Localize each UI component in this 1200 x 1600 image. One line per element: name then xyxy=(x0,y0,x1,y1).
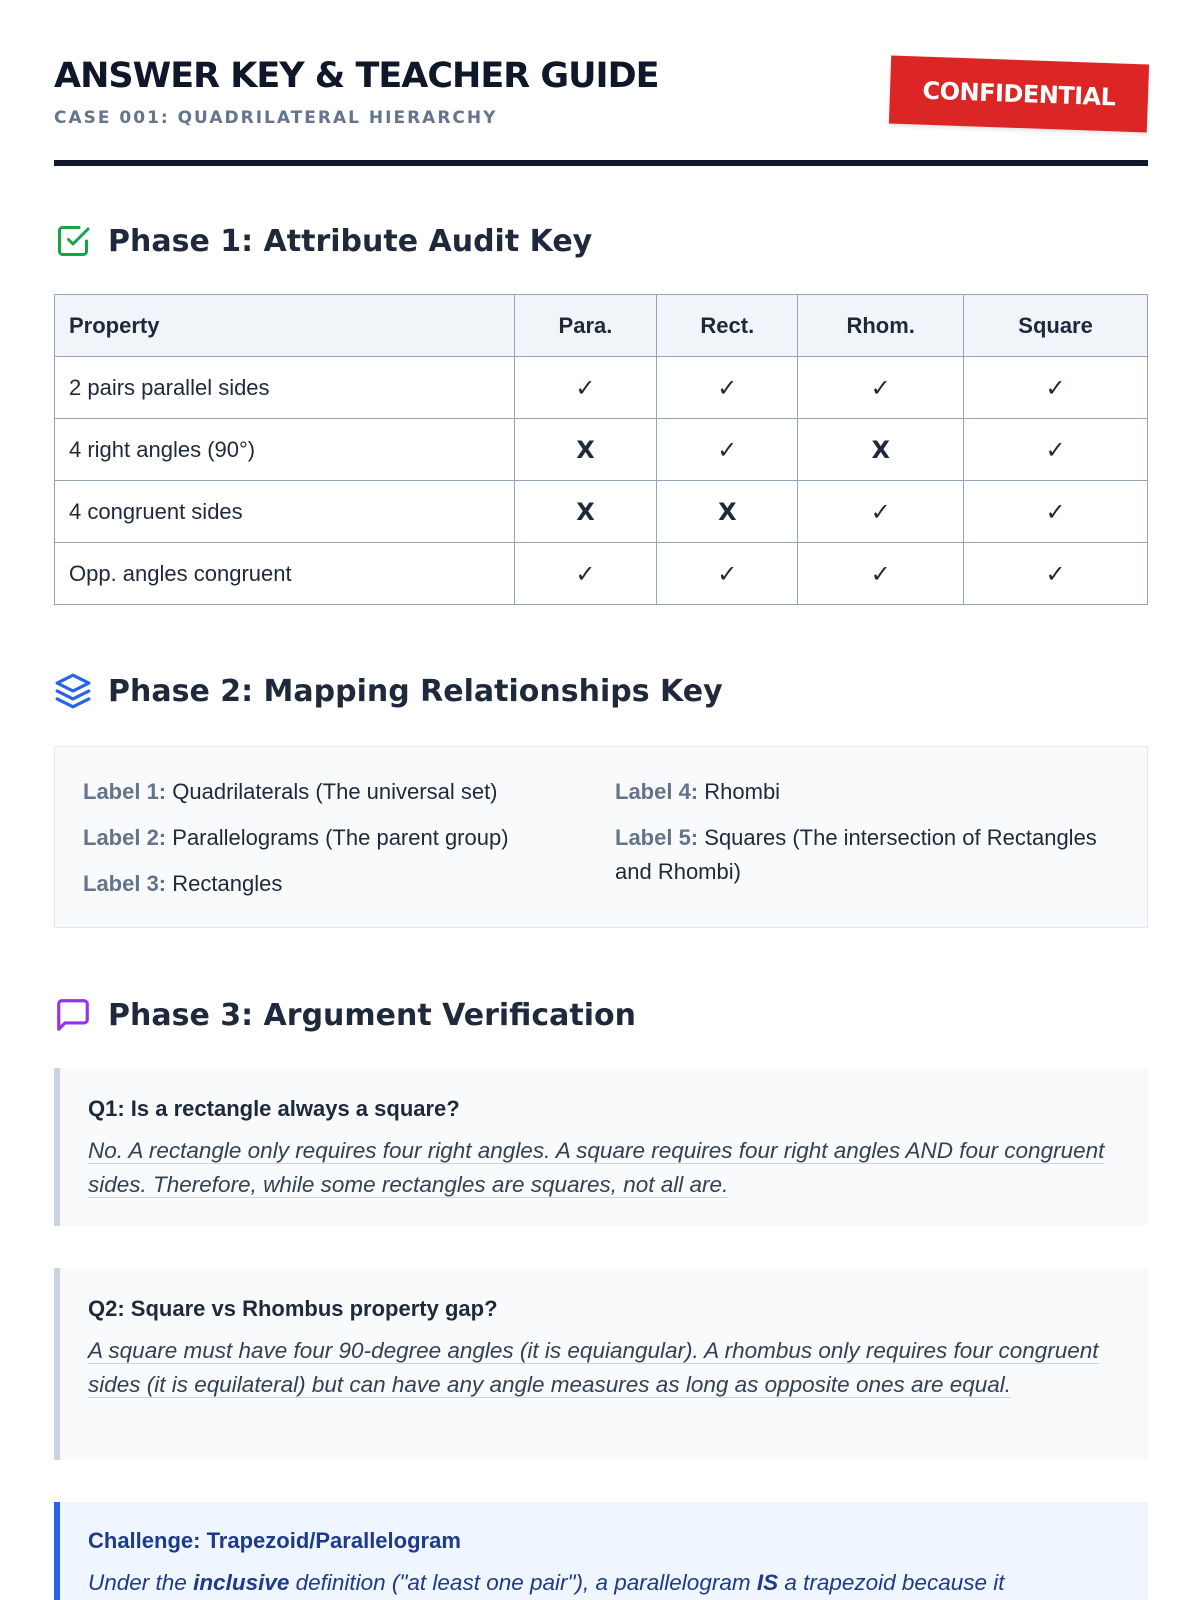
phase3-heading-row xyxy=(54,996,636,1034)
table-row xyxy=(55,543,1148,605)
confidential-stamp: CONFIDENTIAL xyxy=(889,56,1149,133)
mapping-label: Label 2: xyxy=(83,825,167,850)
column-header: Property xyxy=(55,295,515,357)
check-square-icon xyxy=(54,222,92,260)
layers-icon xyxy=(54,672,92,710)
mark-cell: ✓ xyxy=(657,543,798,605)
column-header: Rhom. xyxy=(798,295,964,357)
challenge-box xyxy=(54,1502,1148,1600)
phase1-heading: Phase 1: Attribute Audit Key xyxy=(108,223,593,259)
mapping-column-left xyxy=(83,775,583,913)
document-subtitle: CASE 001: QUADRILATERAL HIERARCHY xyxy=(54,108,498,128)
answer-span: No. A rectangle only requires four right angles. A square requires four right angles AND four congruent sides. Therefore, while some rectangles are squares, not all are. xyxy=(88,1138,1105,1197)
property-cell: 4 congruent sides xyxy=(55,481,515,543)
mark-cell: ✓ xyxy=(657,357,798,419)
phase2-heading-row xyxy=(54,672,723,710)
mark-cell: X xyxy=(657,481,798,543)
mapping-label: Label 3: xyxy=(83,871,167,896)
mark-cell: ✓ xyxy=(798,543,964,605)
question-text: Q2: Square vs Rhombus property gap? xyxy=(88,1296,498,1321)
table-row xyxy=(55,419,1148,481)
mark-cell: ✓ xyxy=(964,357,1148,419)
mapping-item xyxy=(83,775,583,809)
document-header xyxy=(54,56,1148,166)
mapping-text: Rhombi xyxy=(704,779,781,804)
property-cell: Opp. angles congruent xyxy=(55,543,515,605)
mapping-item xyxy=(615,821,1115,889)
mapping-label: Label 5: xyxy=(615,825,699,850)
question-box-q1 xyxy=(54,1068,1148,1226)
mark-cell: ✓ xyxy=(798,357,964,419)
mark-cell: ✓ xyxy=(657,419,798,481)
phase3-heading: Phase 3: Argument Verification xyxy=(108,997,637,1033)
mark-cell: ✓ xyxy=(514,357,657,419)
attribute-audit-table xyxy=(54,294,1148,605)
mapping-text: Rectangles xyxy=(172,871,283,896)
message-square-icon xyxy=(54,996,92,1034)
table-header-row xyxy=(55,295,1148,357)
mapping-key-panel xyxy=(54,746,1148,928)
mapping-text: Squares (The intersection of Rectangles and Rhombi) xyxy=(615,825,1097,884)
mark-cell: ✓ xyxy=(514,543,657,605)
challenge-title: Challenge: Trapezoid/Parallelogram xyxy=(88,1528,461,1553)
challenge-text-3: a trapezoid because it xyxy=(778,1570,1005,1595)
table-row xyxy=(55,357,1148,419)
answer-text xyxy=(88,1134,1118,1202)
mapping-label: Label 1: xyxy=(83,779,167,804)
mapping-column-right xyxy=(615,775,1115,901)
answer-text xyxy=(88,1334,1118,1402)
answer-span: A square must have four 90-degree angles (it is equiangular). A rhombus only requires four congruent sides (it is equilateral) but can have any angle measures as long as opposite ones are equal. xyxy=(88,1338,1099,1397)
challenge-emphasis-2: IS xyxy=(756,1570,779,1595)
column-header: Para. xyxy=(514,295,657,357)
mapping-text: Quadrilaterals (The universal set) xyxy=(172,779,498,804)
mapping-label: Label 4: xyxy=(615,779,699,804)
challenge-answer xyxy=(88,1566,1118,1600)
challenge-emphasis-1: inclusive xyxy=(193,1570,290,1595)
property-cell: 2 pairs parallel sides xyxy=(55,357,515,419)
mark-cell: X xyxy=(798,419,964,481)
question-box-q2 xyxy=(54,1268,1148,1460)
document-title: ANSWER KEY & TEACHER GUIDE xyxy=(54,56,659,96)
mark-cell: ✓ xyxy=(798,481,964,543)
mapping-item xyxy=(83,867,583,901)
mark-cell: X xyxy=(514,419,657,481)
challenge-text-2: definition ("at least one pair"), a parallelogram xyxy=(289,1570,757,1595)
phase1-heading-row xyxy=(54,222,592,260)
table-row xyxy=(55,481,1148,543)
phase2-heading: Phase 2: Mapping Relationships Key xyxy=(108,673,723,709)
mapping-item xyxy=(83,821,583,855)
mapping-text: Parallelograms (The parent group) xyxy=(172,825,509,850)
mark-cell: ✓ xyxy=(964,543,1148,605)
mark-cell: X xyxy=(514,481,657,543)
challenge-text-1: Under the xyxy=(88,1570,194,1595)
column-header: Rect. xyxy=(657,295,798,357)
property-cell: 4 right angles (90°) xyxy=(55,419,515,481)
mark-cell: ✓ xyxy=(964,419,1148,481)
mapping-item xyxy=(615,775,1115,809)
mark-cell: ✓ xyxy=(964,481,1148,543)
question-text: Q1: Is a rectangle always a square? xyxy=(88,1096,460,1121)
column-header: Square xyxy=(964,295,1148,357)
